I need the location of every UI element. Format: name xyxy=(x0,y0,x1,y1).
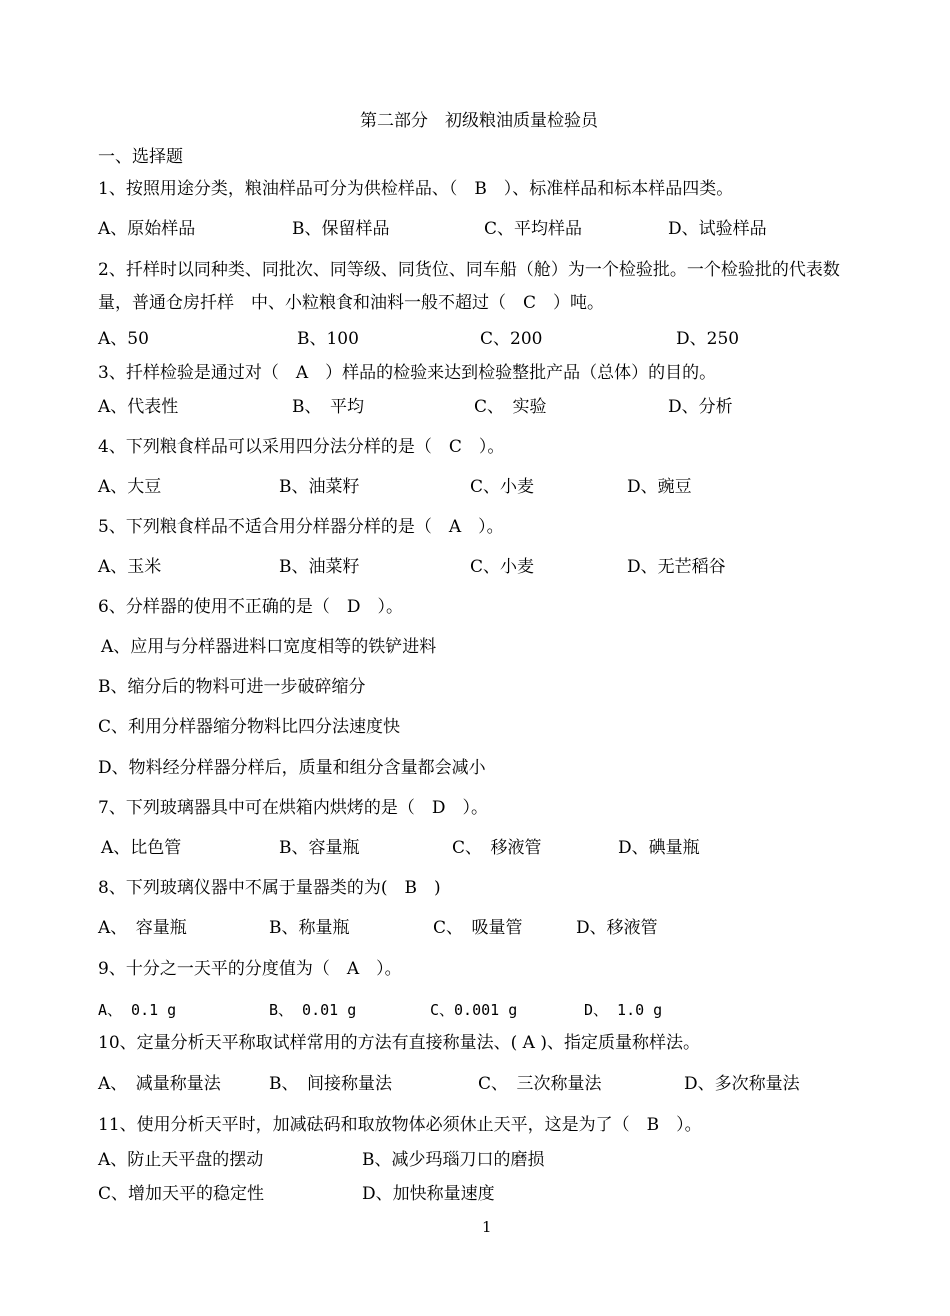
option-d: D、分析 xyxy=(668,397,733,417)
option-b: B、保留样品 xyxy=(292,219,390,239)
option-b: B、减少玛瑙刀口的磨损 xyxy=(362,1150,545,1170)
option-d: D、试验样品 xyxy=(668,219,767,239)
option-d: D、碘量瓶 xyxy=(618,838,700,858)
question-2-line-1: 2、扦样时以同种类、同批次、同等级、同货位、同车船（舱）为一个检验批。一个检验批的代表数 xyxy=(98,260,840,280)
option-a: A、50 xyxy=(98,329,149,349)
option-c: C、利用分样器缩分物料比四分法速度快 xyxy=(98,717,401,737)
option-a: A、防止天平盘的摆动 xyxy=(98,1150,264,1170)
option-a: A、 0.1 g xyxy=(98,1001,177,1019)
option-d: D、250 xyxy=(676,329,740,349)
question-6: 6、分样器的使用不正确的是（ D ）。 xyxy=(98,597,403,617)
option-d: D、豌豆 xyxy=(627,477,692,497)
option-c: C、200 xyxy=(480,329,543,349)
question-8: 8、下列玻璃仪器中不属于量器类的为( B ) xyxy=(98,878,441,898)
option-c: C、 实验 xyxy=(474,397,547,417)
page-title: 第二部分 初级粮油质量检验员 xyxy=(360,111,598,131)
option-c: C、 三次称量法 xyxy=(478,1074,602,1094)
option-b: B、 平均 xyxy=(292,397,364,417)
option-a: A、原始样品 xyxy=(98,219,196,239)
option-a: A、代表性 xyxy=(98,397,179,417)
option-b: B、缩分后的物料可进一步破碎缩分 xyxy=(98,677,366,697)
option-d: D、 1.0 g xyxy=(584,1001,663,1019)
option-b: B、容量瓶 xyxy=(279,838,360,858)
option-d: D、多次称量法 xyxy=(684,1074,800,1094)
option-d: D、加快称量速度 xyxy=(362,1184,495,1204)
question-10: 10、定量分析天平称取试样常用的方法有直接称量法、( A )、指定质量称样法。 xyxy=(98,1033,700,1053)
option-b: B、 0.01 g xyxy=(269,1001,357,1019)
option-c: C、 移液管 xyxy=(452,838,542,858)
option-c: C、 吸量管 xyxy=(433,918,523,938)
option-d: D、物料经分样器分样后，质量和组分含量都会减小 xyxy=(98,758,486,778)
question-2-line-2: 量，普通仓房扦样 中、小粒粮食和油料一般不超过（ C ）吨。 xyxy=(98,293,605,313)
option-b: B、称量瓶 xyxy=(269,918,350,938)
option-a: A、 减量称量法 xyxy=(98,1074,221,1094)
question-9: 9、十分之一天平的分度值为（ A ）。 xyxy=(98,959,402,979)
option-d: D、移液管 xyxy=(576,918,658,938)
option-d: D、无芒稻谷 xyxy=(627,557,726,577)
option-b: B、 间接称量法 xyxy=(269,1074,392,1094)
option-a: A、比色管 xyxy=(101,838,182,858)
question-7: 7、下列玻璃器具中可在烘箱内烘烤的是（ D ）。 xyxy=(98,798,488,818)
option-c: C、小麦 xyxy=(470,557,535,577)
question-5: 5、下列粮食样品不适合用分样器分样的是（ A ）。 xyxy=(98,517,504,537)
option-b: B、100 xyxy=(297,329,359,349)
question-11: 11、使用分析天平时，加减砝码和取放物体必须休止天平，这是为了（ B ）。 xyxy=(98,1115,702,1135)
question-4: 4、下列粮食样品可以采用四分法分样的是（ C ）。 xyxy=(98,437,505,457)
page-number: 1 xyxy=(482,1218,492,1236)
option-b: B、油菜籽 xyxy=(279,477,360,497)
option-a: A、 容量瓶 xyxy=(98,918,187,938)
option-a: A、应用与分样器进料口宽度相等的铁铲进料 xyxy=(101,637,437,657)
option-b: B、油菜籽 xyxy=(279,557,360,577)
section-heading: 一、选择题 xyxy=(98,147,183,167)
question-1: 1、按照用途分类，粮油样品可分为供检样品、（ B ）、标准样品和标本样品四类。 xyxy=(98,179,734,199)
option-c: C、增加天平的稳定性 xyxy=(98,1184,265,1204)
option-a: A、玉米 xyxy=(98,557,162,577)
option-a: A、大豆 xyxy=(98,477,162,497)
question-3: 3、扦样检验是通过对（ A ）样品的检验来达到检验整批产品（总体）的目的。 xyxy=(98,363,717,383)
option-c: C、0.001 g xyxy=(430,1001,518,1019)
option-c: C、平均样品 xyxy=(484,219,583,239)
option-c: C、小麦 xyxy=(470,477,535,497)
